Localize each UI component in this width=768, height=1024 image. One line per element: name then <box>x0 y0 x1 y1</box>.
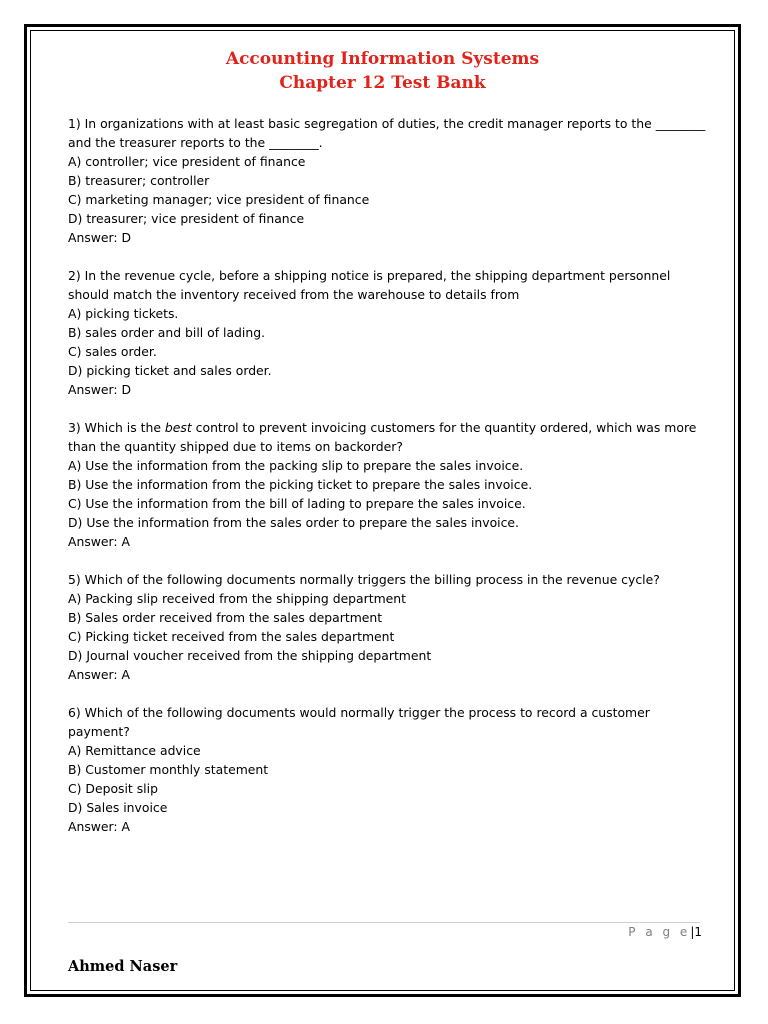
emphasis-text: best <box>164 420 192 435</box>
author-name: Ahmed Naser <box>68 958 178 975</box>
question-line: 6) Which of the following documents would normally trigger the process to record a customer <box>68 705 650 720</box>
page-label: P a g e <box>628 925 691 939</box>
answer-key: Answer: A <box>68 534 131 549</box>
answer-option: A) Packing slip received from the shipping department <box>68 591 407 606</box>
answer-option: D) Journal voucher received from the shipping department <box>68 648 432 663</box>
answer-option: A) picking tickets. <box>68 306 179 321</box>
answer-option: D) picking ticket and sales order. <box>68 363 272 378</box>
document-title: Accounting Information Systems <box>225 49 540 69</box>
answer-key: Answer: D <box>68 230 132 245</box>
question-1 <box>68 114 708 247</box>
question-line: 5) Which of the following documents normally triggers the billing process in the revenue cycle? <box>68 572 660 587</box>
question-6 <box>68 703 708 836</box>
answer-option: D) treasurer; vice president of finance <box>68 211 305 226</box>
answer-option: D) Sales invoice <box>68 800 168 815</box>
answer-key: Answer: A <box>68 819 131 834</box>
question-line: payment? <box>68 724 130 739</box>
answer-key: Answer: A <box>68 667 131 682</box>
answer-option: C) Use the information from the bill of lading to prepare the sales invoice. <box>68 496 526 511</box>
footer-divider <box>68 922 700 923</box>
answer-option: C) sales order. <box>68 344 157 359</box>
document-subtitle: Chapter 12 Test Bank <box>279 73 486 93</box>
question-line: 1) In organizations with at least basic segregation of duties, the credit manager reports to the ________ <box>68 116 706 131</box>
answer-option: C) marketing manager; vice president of finance <box>68 192 370 207</box>
question-text: control to prevent invoicing customers for the quantity ordered, which was more <box>191 420 697 435</box>
page-separator: | <box>690 925 695 939</box>
answer-option: B) Sales order received from the sales department <box>68 610 383 625</box>
answer-option: A) Remittance advice <box>68 743 201 758</box>
question-list <box>68 114 708 855</box>
question-line: and the treasurer reports to the ________. <box>68 135 323 150</box>
answer-option: B) treasurer; controller <box>68 173 210 188</box>
question-3 <box>68 418 708 551</box>
answer-option: B) Use the information from the picking ticket to prepare the sales invoice. <box>68 477 533 492</box>
answer-option: A) Use the information from the packing slip to prepare the sales invoice. <box>68 458 524 473</box>
answer-option: B) Customer monthly statement <box>68 762 269 777</box>
question-2 <box>68 266 708 399</box>
page-number-value: 1 <box>694 925 702 939</box>
answer-option: D) Use the information from the sales order to prepare the sales invoice. <box>68 515 519 530</box>
question-5 <box>68 570 708 684</box>
answer-option: C) Picking ticket received from the sales department <box>68 629 395 644</box>
question-text: 3) Which is the <box>68 420 165 435</box>
answer-option: A) controller; vice president of finance <box>68 154 306 169</box>
answer-option: C) Deposit slip <box>68 781 158 796</box>
page-number <box>628 925 702 939</box>
answer-key: Answer: D <box>68 382 132 397</box>
question-line: should match the inventory received from the warehouse to details from <box>68 287 520 302</box>
question-line: than the quantity shipped due to items on backorder? <box>68 439 403 454</box>
question-line: 2) In the revenue cycle, before a shipping notice is prepared, the shipping department personnel <box>68 268 671 283</box>
answer-option: B) sales order and bill of lading. <box>68 325 266 340</box>
question-line <box>68 418 708 437</box>
